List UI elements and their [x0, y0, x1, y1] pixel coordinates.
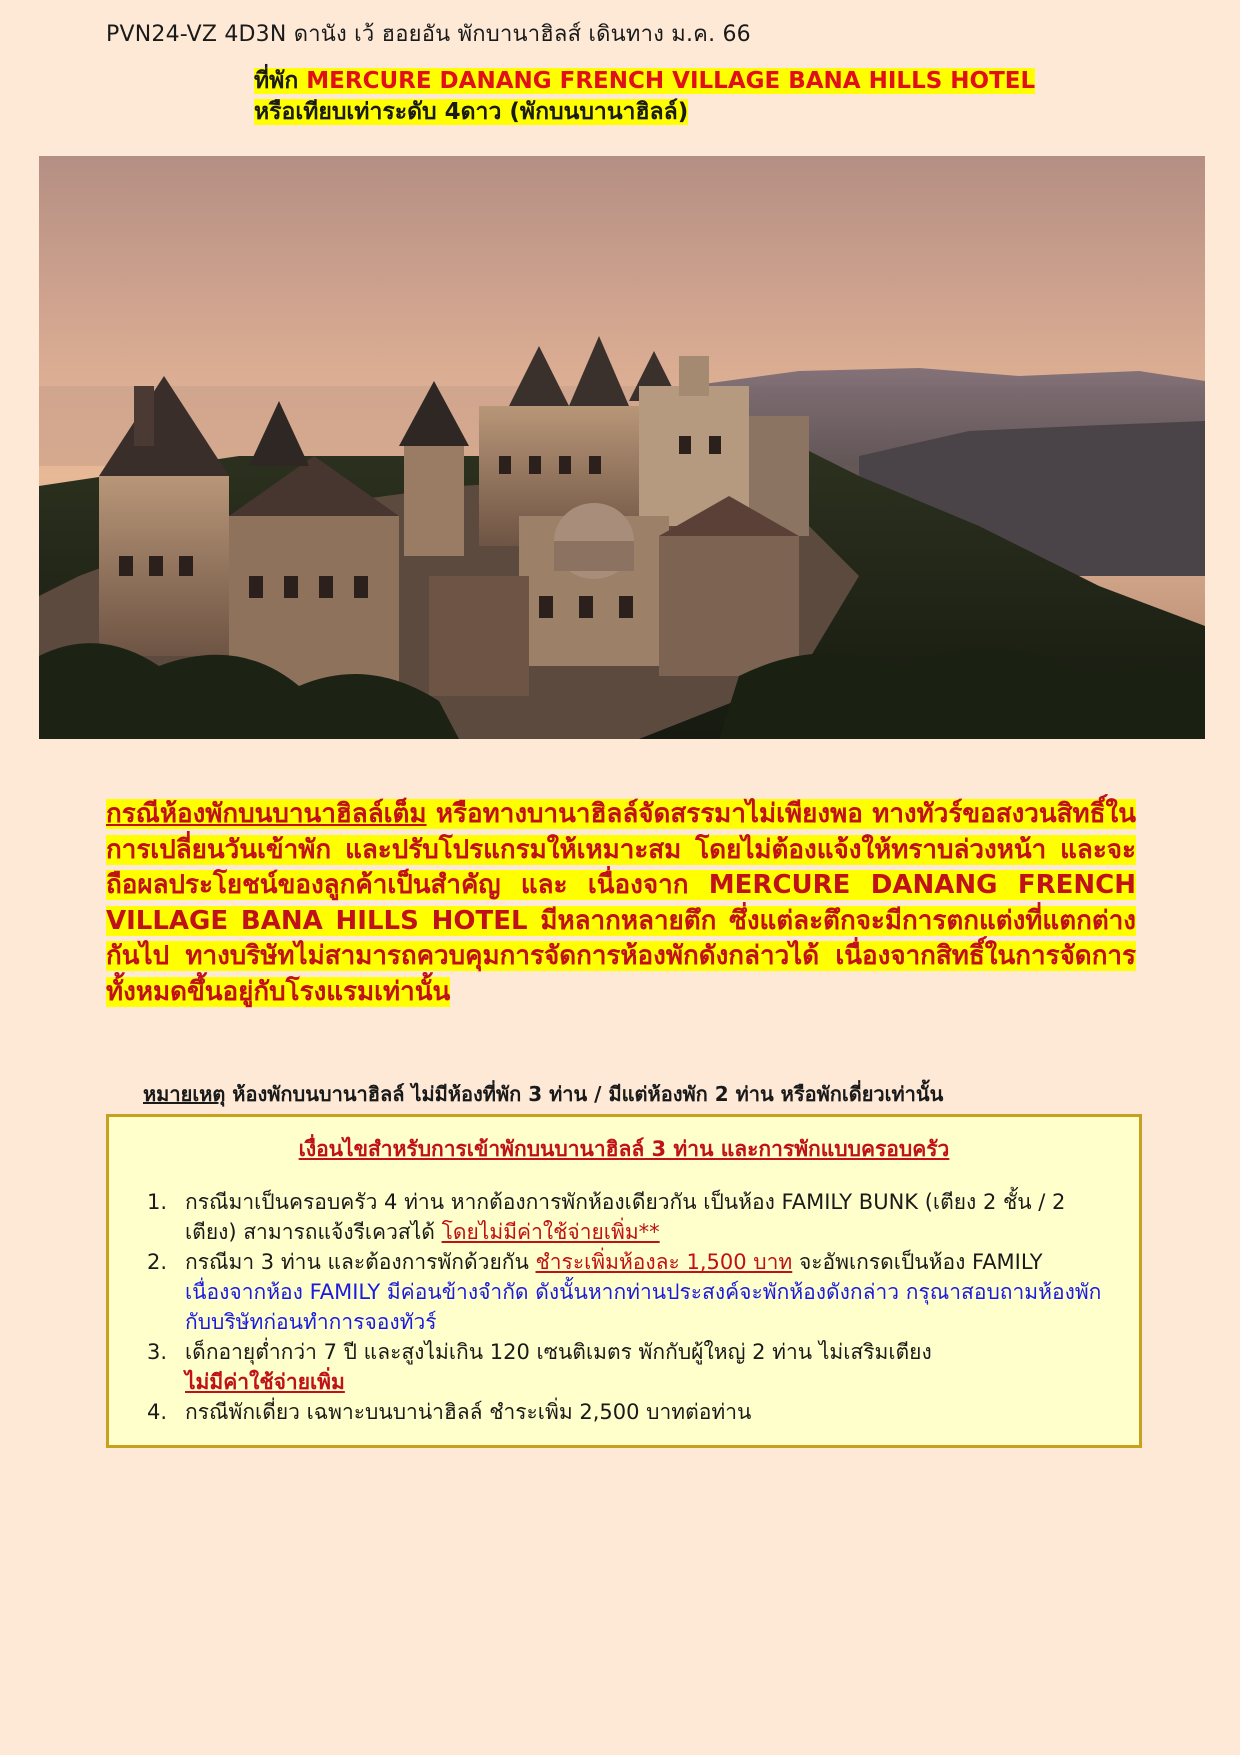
item-highlight: ชำระเพิ่มห้องละ 1,500 บาท	[535, 1250, 793, 1274]
notice-body: หรือทางบานาฮิลล์จัดสรรมาไม่เพียงพอ ทางทัวร์ขอสงวนสิทธิ์ในการเปลี่ยนวันเข้าพัก และปรับโปรแกรมให้เหมาะสม โดยไม่ต้องแจ้งให้ทราบล่วงหน้า และจะถือผลประโยชน์ของลูกค้าเป็นสำคัญ และ เนื่องจาก MERCURE DANANG FRENCH VILLAGE BANA HILLS HOTEL มีหลากหลายตึก ซึ่งแต่ละตึกจะมีการตกแต่งที่แตกต่างกันไป ทางบริษัทไม่สามารถควบคุมการจัดการห้องพักดังกล่าวได้ เนื่องจากสิทธิ์ในการจัดการทั้งหมดขึ้นอยู่กับโรงแรมเท่านั้น	[106, 799, 1136, 1007]
item-text	[185, 1187, 1107, 1247]
item-highlight: ไม่มีค่าใช้จ่ายเพิ่ม	[185, 1370, 345, 1394]
hotel-info	[254, 66, 1035, 128]
item-text-main: กรณีมาเป็นครอบครัว 4 ท่าน หากต้องการพักห้องเดียวกัน เป็นห้อง FAMILY BUNK (เตียง 2 ชั้น / 2 เตียง) สามารถแจ้งรีเควสได้	[185, 1190, 1066, 1244]
list-item	[147, 1247, 1107, 1337]
conditions-list	[147, 1187, 1107, 1427]
list-item	[147, 1397, 1107, 1427]
conditions-box	[106, 1114, 1142, 1448]
full-booking-notice	[106, 797, 1136, 1010]
hotel-line-1	[254, 68, 1035, 94]
item-text	[185, 1247, 1107, 1337]
item-text: กรณีพักเดี่ยว เฉพาะบนบาน่าฮิลล์ ชำระเพิ่ม 2,500 บาทต่อท่าน	[185, 1400, 752, 1424]
item-text	[185, 1337, 1107, 1397]
hero-image	[39, 156, 1205, 739]
remark	[143, 1078, 943, 1110]
list-item	[147, 1187, 1107, 1247]
item-highlight: โดยไม่มีค่าใช้จ่ายเพิ่ม**	[441, 1220, 660, 1244]
remark-text: ห้องพักบนบานาฮิลล์ ไม่มีห้องที่พัก 3 ท่าน / มีแต่ห้องพัก 2 ท่าน หรือพักเดี่ยวเท่านั้น	[225, 1082, 944, 1106]
item-text-main: กรณีมา 3 ท่าน และต้องการพักด้วยกัน	[185, 1250, 536, 1274]
item-number: 3.	[147, 1340, 168, 1364]
item-number: 4.	[147, 1400, 168, 1424]
remark-label: หมายเหตุ	[143, 1082, 226, 1106]
notice-lead: กรณีห้องพักบนบานาฮิลล์เต็ม	[106, 799, 427, 829]
item-number: 1.	[147, 1190, 168, 1214]
conditions-title: เงื่อนไขสำหรับการเข้าพักบนบานาฮิลล์ 3 ท่าน และการพักแบบครอบครัว	[298, 1137, 950, 1161]
hotel-prefix: ที่พัก	[254, 68, 307, 94]
item-blue-note: เนื่องจากห้อง FAMILY มีค่อนข้างจำกัด ดังนั้นหากท่านประสงค์จะพักห้องดังกล่าว กรุณาสอบถามห้องพักกับบริษัทก่อนทำการจองทัวร์	[185, 1280, 1102, 1334]
item-number: 2.	[147, 1250, 168, 1274]
hotel-line-2: หรือเทียบเท่าระดับ 4ดาว (พักบนบานาฮิลล์)	[254, 99, 689, 125]
tour-code-header: PVN24-VZ 4D3N ดานัง เว้ ฮอยอัน พักบานาฮิลส์ เดินทาง ม.ค. 66	[106, 22, 751, 47]
item-text-cont: จะอัพเกรดเป็นห้อง FAMILY	[792, 1250, 1043, 1274]
item-text-main: เด็กอายุต่ำกว่า 7 ปี และสูงไม่เกิน 120 เซนติเมตร พักกับผู้ใหญ่ 2 ท่าน ไม่เสริมเตียง	[185, 1340, 932, 1364]
hotel-name: MERCURE DANANG FRENCH VILLAGE BANA HILLS HOTEL	[306, 68, 1036, 94]
list-item	[147, 1337, 1107, 1397]
